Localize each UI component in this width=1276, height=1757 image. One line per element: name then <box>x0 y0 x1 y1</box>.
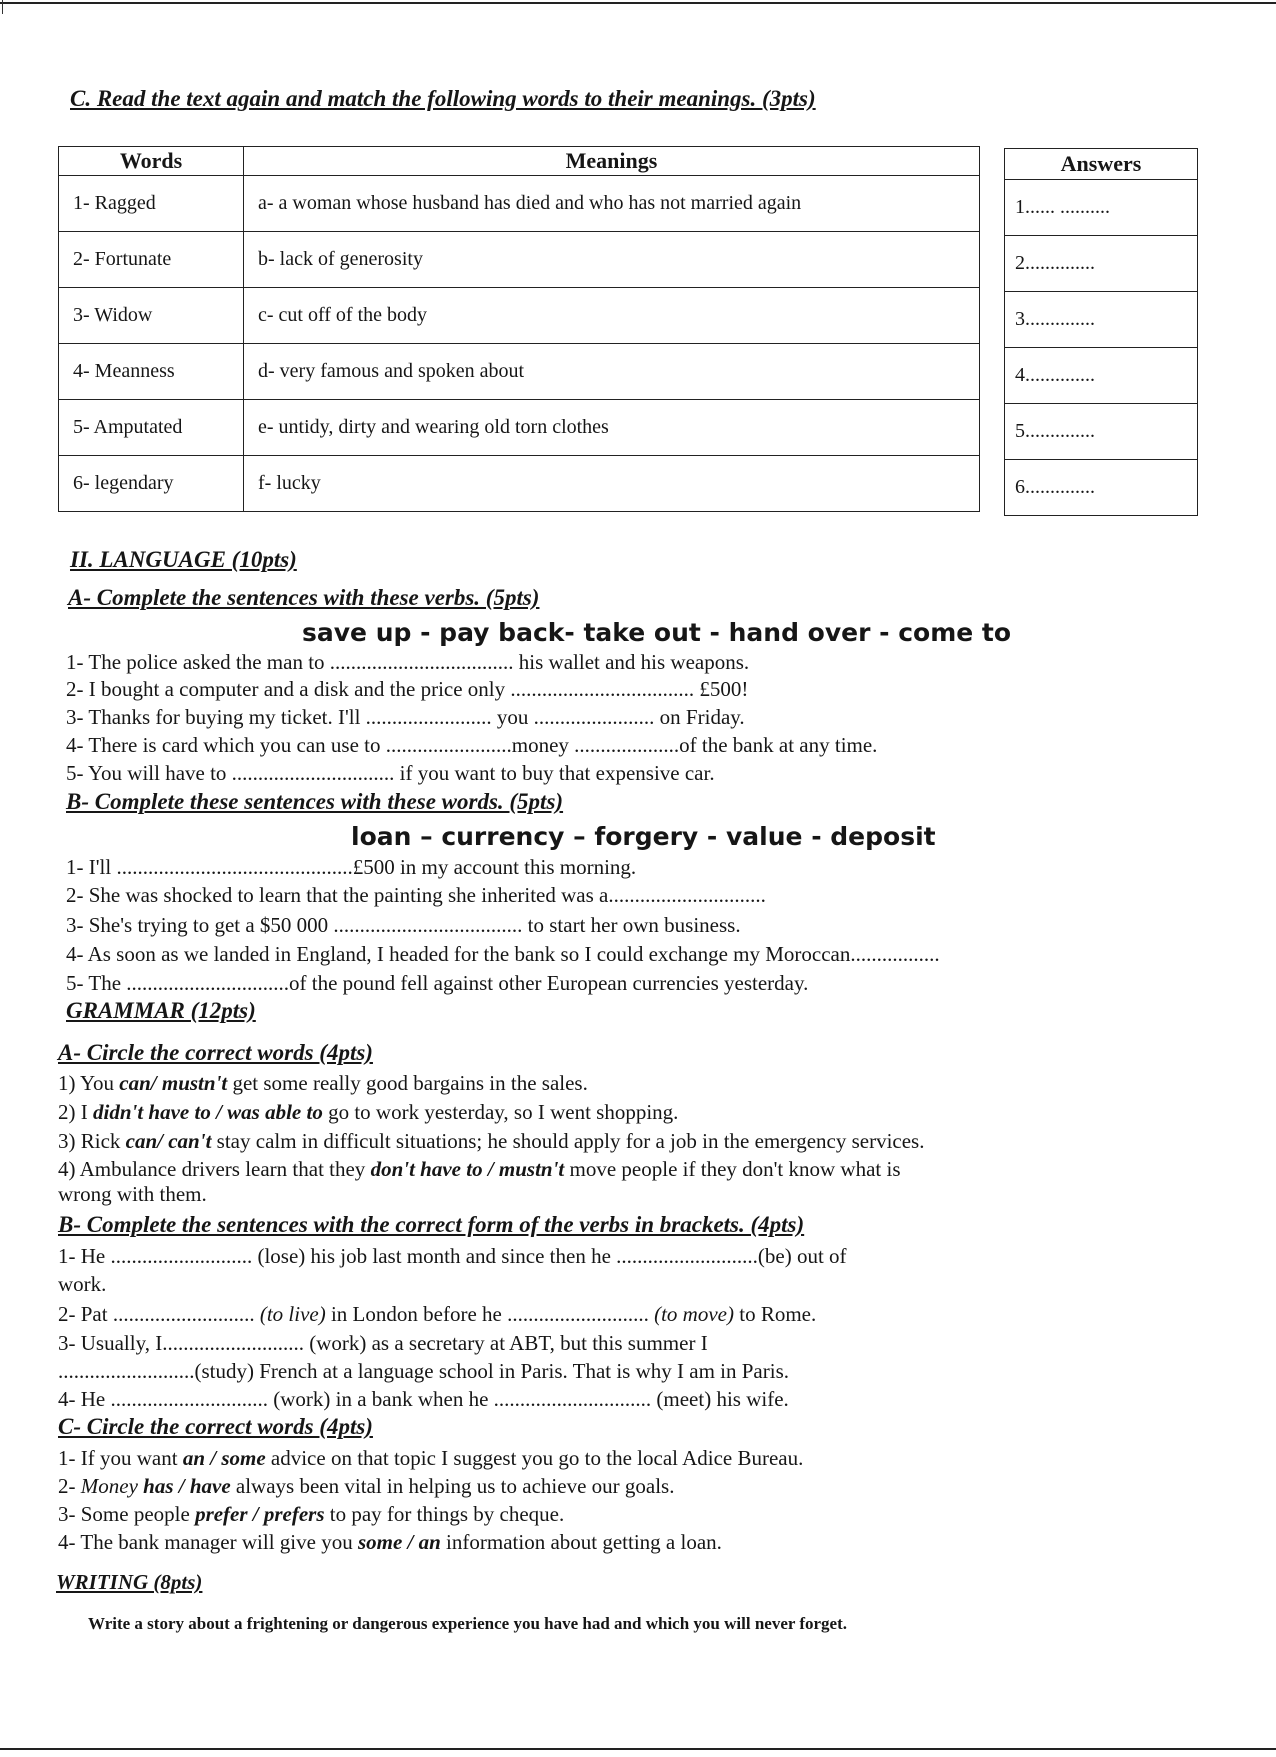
table-row <box>59 232 980 288</box>
choice-options[interactable]: prefer / prefers <box>195 1502 325 1526</box>
exercise-line: 2- I bought a computer and a disk and the price only ................................... £500! <box>66 677 749 701</box>
matching-table <box>58 146 980 512</box>
exercise-line <box>58 1502 564 1527</box>
table-row <box>59 456 980 512</box>
verb-hint: (to live) <box>259 1302 326 1326</box>
choice-options[interactable]: some / an <box>357 1530 441 1554</box>
text: in London before he ........................... <box>325 1302 655 1326</box>
text: information about getting a loan. <box>440 1530 722 1554</box>
answer-blank[interactable]: 6.............. <box>1005 460 1198 516</box>
exercise-line: 5- You will have to ............................... if you want to buy that expensive car. <box>66 761 715 785</box>
word-cell: 5- Amputated <box>59 400 244 456</box>
text: go to work yesterday, so I went shopping. <box>322 1100 679 1124</box>
grammar-b-title: B- Complete the sentences with the correct form of the verbs in brackets. (4pts) <box>58 1212 805 1237</box>
bottom-edge-line <box>0 1748 1276 1750</box>
text: 3- Some people <box>58 1502 196 1526</box>
language-a-title: A- Complete the sentences with these verbs. (5pts) <box>68 585 540 610</box>
exercise-line: 3- Usually, I........................... (work) as a secretary at ABT, but this summer I <box>58 1331 708 1355</box>
exercise-line: 2- She was shocked to learn that the painting she inherited was a.............................. <box>66 883 766 907</box>
matching-table-header <box>59 147 980 176</box>
verb-hint: (to move) <box>654 1302 734 1326</box>
text: advice on that topic I suggest you go to the local Adice Bureau. <box>265 1446 804 1470</box>
exercise-line <box>58 1302 816 1327</box>
answer-blank[interactable]: 1...... .......... <box>1005 180 1198 236</box>
exercise-line: 3- She's trying to get a $50 000 .................................... to start her own business. <box>66 913 741 937</box>
word-cell: 3- Widow <box>59 288 244 344</box>
grammar-a-title: A- Circle the correct words (4pts) <box>58 1040 373 1065</box>
text: Money <box>80 1474 138 1498</box>
exercise-line <box>58 1157 901 1182</box>
exercise-line: work. <box>58 1272 107 1296</box>
text: 1- If you want <box>58 1446 183 1470</box>
word-cell: 2- Fortunate <box>59 232 244 288</box>
choice-options[interactable]: didn't have to / was able to <box>93 1100 323 1124</box>
exercise-line: 3- Thanks for buying my ticket. I'll ........................ you ....................... on Friday. <box>66 705 745 729</box>
word-cell: 6- legendary <box>59 456 244 512</box>
meaning-cell: f- lucky <box>244 456 980 512</box>
exercise-line <box>58 1129 924 1154</box>
exercise-line: wrong with them. <box>58 1182 207 1206</box>
table-row <box>59 176 980 232</box>
answers-table <box>1004 148 1198 516</box>
meanings-header: Meanings <box>244 147 980 176</box>
choice-options[interactable]: don't have to / mustn't <box>370 1157 565 1181</box>
verb-bank: save up - pay back- take out - hand over - come to <box>302 618 1012 647</box>
answers-header: Answers <box>1005 149 1198 180</box>
meaning-cell: c- cut off of the body <box>244 288 980 344</box>
text: 4- The bank manager will give you <box>58 1530 358 1554</box>
word-cell: 4- Meanness <box>59 344 244 400</box>
exercise-line: 1- I'll .............................................£500 in my account this morning. <box>66 855 637 879</box>
word-bank: loan – currency – forgery - value - deposit <box>351 822 936 851</box>
text: 1) You <box>58 1071 120 1095</box>
text: to Rome. <box>733 1302 817 1326</box>
language-title: II. LANGUAGE (10pts) <box>70 547 297 572</box>
writing-title: WRITING (8pts) <box>56 1570 203 1594</box>
exercise-line: 4- There is card which you can use to ........................money ....................of the bank at any time. <box>66 733 878 757</box>
exercise-line <box>58 1446 803 1471</box>
table-row <box>59 288 980 344</box>
language-b-title: B- Complete these sentences with these words. (5pts) <box>66 789 564 814</box>
grammar-title: GRAMMAR (12pts) <box>66 998 256 1023</box>
exercise-line <box>58 1530 722 1555</box>
answer-blank[interactable]: 4.............. <box>1005 348 1198 404</box>
exercise-line: 5- The ...............................of the pound fell against other European currencies yesterday. <box>66 971 809 995</box>
exercise-line <box>58 1071 588 1096</box>
text: 2- Pat ........................... <box>58 1302 260 1326</box>
text: 2) I <box>58 1100 93 1124</box>
meaning-cell: a- a woman whose husband has died and who has not married again <box>244 176 980 232</box>
exercise-line: ..........................(study) French at a language school in Paris. That is why I am in Paris. <box>58 1359 790 1383</box>
text: 4) Ambulance drivers learn that they <box>58 1157 371 1181</box>
choice-options[interactable]: can/ mustn't <box>119 1071 228 1095</box>
text: 3) Rick <box>58 1129 126 1153</box>
meaning-cell: e- untidy, dirty and wearing old torn clothes <box>244 400 980 456</box>
edge-mark <box>2 0 3 14</box>
choice-options[interactable]: has / have <box>137 1474 231 1498</box>
text: get some really good bargains in the sales. <box>227 1071 588 1095</box>
words-header: Words <box>59 147 244 176</box>
top-edge-line <box>0 2 1276 4</box>
exercise-line: 4- He .............................. (work) in a bank when he .............................. (meet) his wife. <box>58 1387 789 1411</box>
text: to pay for things by cheque. <box>324 1502 565 1526</box>
exercise-line <box>58 1474 674 1499</box>
grammar-c-title: C- Circle the correct words (4pts) <box>58 1414 373 1439</box>
text: move people if they don't know what is <box>564 1157 901 1181</box>
choice-options[interactable]: can/ can't <box>125 1129 212 1153</box>
text: 2- <box>58 1474 81 1498</box>
exercise-line: 4- As soon as we landed in England, I headed for the bank so I could exchange my Moroccan................. <box>66 942 940 966</box>
exercise-line: 1- The police asked the man to ................................... his wallet and his weapons. <box>66 650 750 674</box>
answer-blank[interactable]: 5.............. <box>1005 404 1198 460</box>
word-cell: 1- Ragged <box>59 176 244 232</box>
writing-prompt: Write a story about a frightening or dangerous experience you have had and which you will never forget. <box>88 1614 848 1633</box>
answer-blank[interactable]: 3.............. <box>1005 292 1198 348</box>
section-c-title: C. Read the text again and match the following words to their meanings. (3pts) <box>70 86 816 111</box>
meaning-cell: d- very famous and spoken about <box>244 344 980 400</box>
exercise-line: 1- He ........................... (lose) his job last month and since then he ...........................(be) out of <box>58 1244 847 1268</box>
table-row <box>59 400 980 456</box>
answer-blank[interactable]: 2.............. <box>1005 236 1198 292</box>
exercise-line <box>58 1100 678 1125</box>
table-row <box>59 344 980 400</box>
meaning-cell: b- lack of generosity <box>244 232 980 288</box>
text: always been vital in helping us to achieve our goals. <box>230 1474 675 1498</box>
choice-options[interactable]: an / some <box>182 1446 266 1470</box>
text: stay calm in difficult situations; he should apply for a job in the emergency services. <box>211 1129 925 1153</box>
